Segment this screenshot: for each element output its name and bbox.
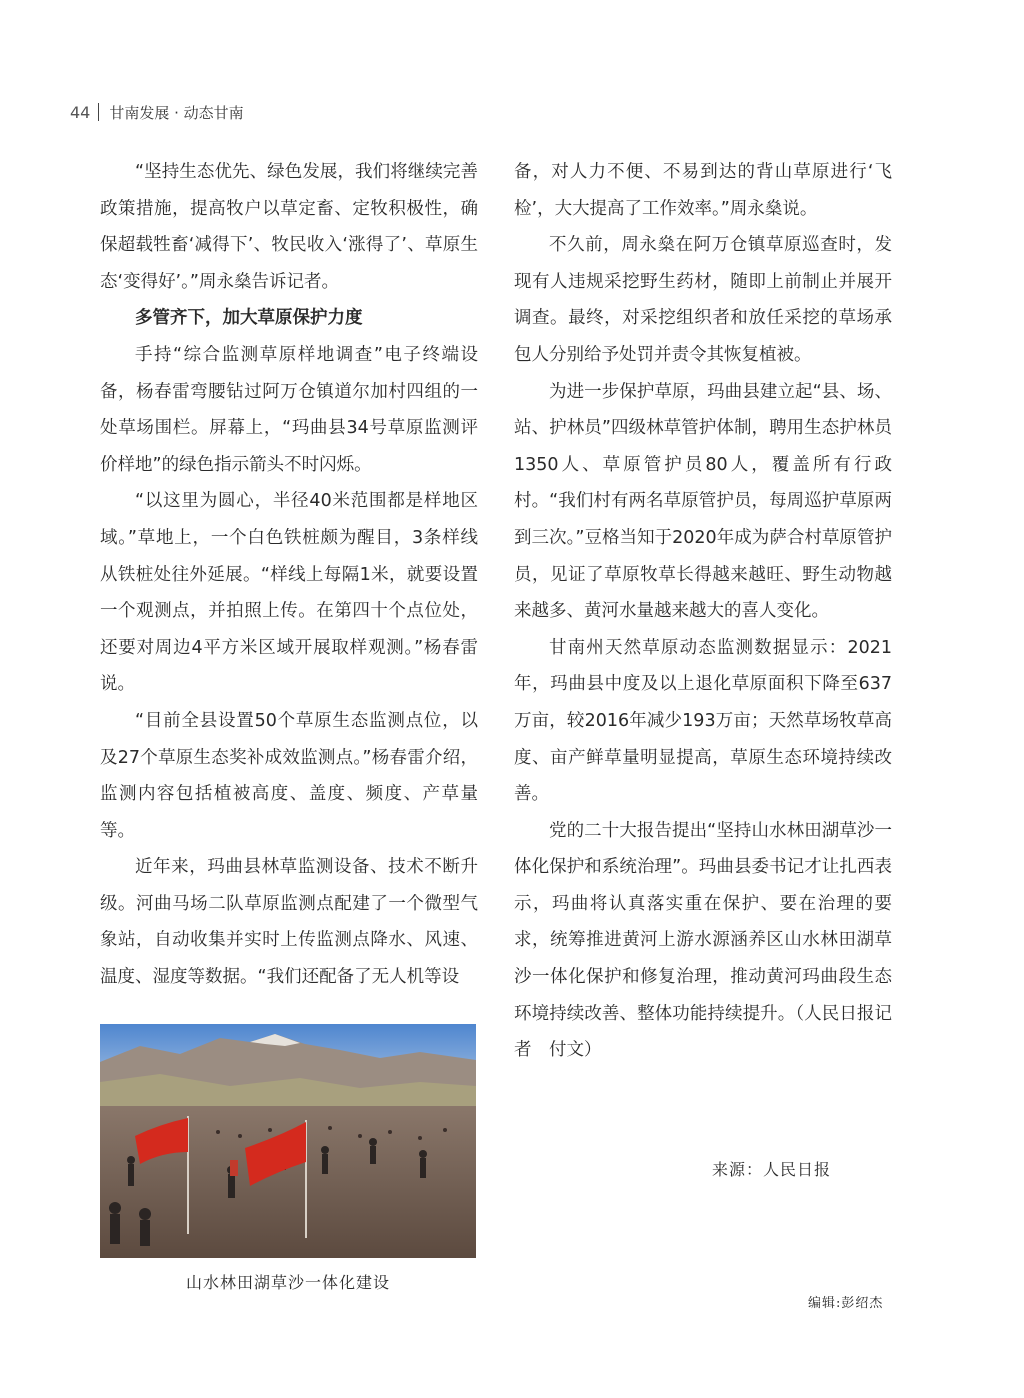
paragraph: 党的二十大报告提出“坚持山水林田湖草沙一体化保护和系统治理”。玛曲县委书记才让扎西表示，玛曲将认真落实重在保护、要在治理的要求，统筹推进黄河上游水源涵养区山水林田湖草沙一体化保护和修复治理，推动黄河玛曲段生态环境持续改善、整体功能持续提升。（人民日报记者 付文） (514, 820, 892, 1061)
page-header (70, 100, 244, 124)
left-column (100, 154, 478, 996)
paragraph: 手持“综合监测草原样地调查”电子终端设备，杨春雷弯腰钻过阿万仓镇道尔加村四组的一处草场围栏。屏幕上，“玛曲县34号草原监测评价样地”的绿色指示箭头不时闪烁。 (100, 344, 478, 475)
header-divider (98, 103, 99, 121)
paragraph: 为进一步保护草原，玛曲县建立起“县、场、站、护林员”四级林草管护体制，聘用生态护林员1350人、草原管护员80人，覆盖所有行政村。“我们村有两名草原管护员，每周巡护草原两到三次。”豆格当知于2020年成为萨合村草原管护员，见证了草原牧草长得越来越旺、野生动物越来越多、黄河水量越来越大的喜人变化。 (514, 381, 892, 622)
paragraph: 不久前，周永燊在阿万仓镇草原巡查时，发现有人违规采挖野生药材，随即上前制止并展开调查。最终，对采挖组织者和放任采挖的草场承包人分别给予处罚并责令其恢复植被。 (514, 235, 892, 365)
section-title: 甘南发展 · 动态甘南 (109, 103, 244, 122)
paragraph: “目前全县设置50个草原生态监测点位，以及27个草原生态奖补成效监测点。”杨春雷介绍，监测内容包括植被高度、盖度、频度、产草量等。 (100, 710, 478, 841)
paragraph: 甘南州天然草原动态监测数据显示：2021年，玛曲县中度及以上退化草原面积下降至637万亩，较2016年减少193万亩；天然草场牧草高度、亩产鲜草量明显提高，草原生态环境持续改善。 (514, 637, 892, 805)
editor-credit: 编辑:彭绍杰 (808, 1296, 884, 1311)
paragraph: “坚持生态优先、绿色发展，我们将继续完善政策措施，提高牧户以草定畜、定牧积极性，确保超载牲畜‘减得下’、牧民收入‘涨得了’、草原生态‘变得好’。”周永燊告诉记者。 (100, 162, 478, 292)
paragraph: 近年来，玛曲县林草监测设备、技术不断升级。河曲马场二队草原监测点配建了一个微型气象站，自动收集并实时上传监测点降水、风速、温度、湿度等数据。“我们还配备了无人机等设 (100, 857, 478, 988)
article-photo (100, 1024, 476, 1258)
worker-red (230, 1160, 238, 1176)
photo-caption: 山水林田湖草沙一体化建设 (185, 1273, 390, 1292)
source-credit: 来源：人民日报 (712, 1160, 832, 1179)
page-number: 44 (70, 102, 91, 122)
paragraph-continued: 备，对人力不便、不易到达的背山草原进行‘飞检’，大大提高了工作效率。”周永燊说。 (514, 162, 892, 219)
paragraph: “以这里为圆心，半径40米范围都是样地区域。”草地上，一个白色铁桩颇为醒目，3条样线从铁桩处往外延展。“样线上每隔1米，就要设置一个观测点，并拍照上传。在第四十个点位处，还要对周边4平方米区域开展取样观测。”杨春雷说。 (100, 491, 478, 695)
subheading: 多管齐下，加大草原保护力度 (135, 308, 363, 329)
right-column (514, 154, 892, 1069)
